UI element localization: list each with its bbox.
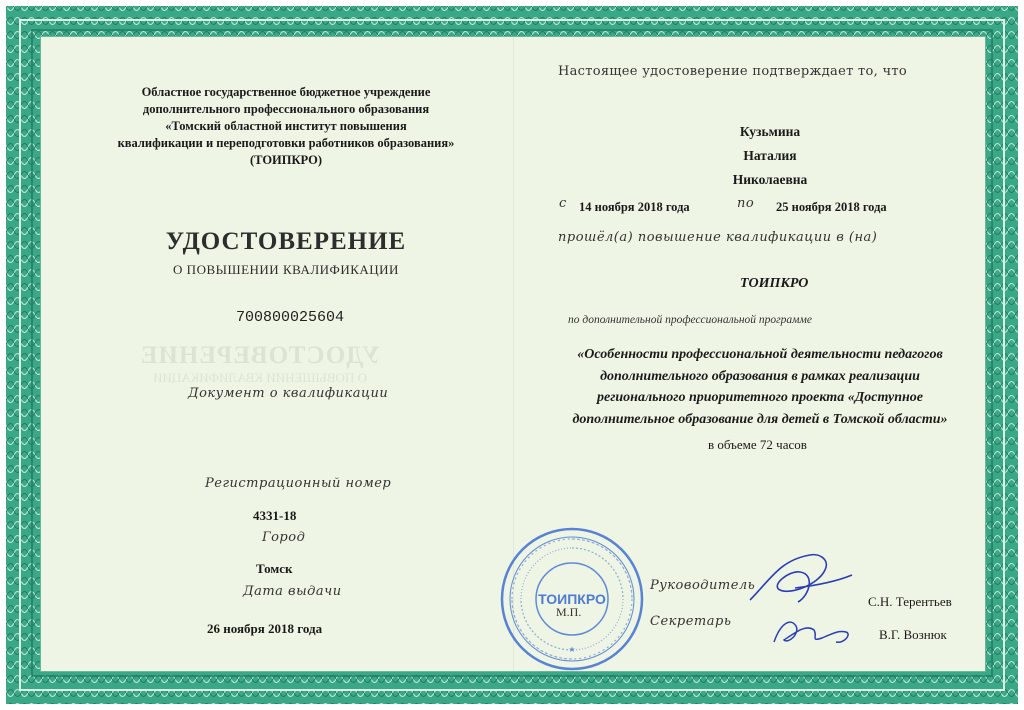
document-type-label: Документ о квалификации — [188, 386, 389, 401]
seal-place-mark: М.П. — [556, 605, 582, 619]
program-line: «Особенности профессиональной деятельности педагогов — [577, 347, 943, 362]
program-line: дополнительное образование для детей в Томской области» — [572, 411, 948, 427]
to-date: 25 ноября 2018 года — [776, 200, 887, 214]
secretary-name: В.Г. Вознюк — [879, 627, 947, 642]
intro-text: Настоящее удостоверение подтверждает то, что — [558, 64, 908, 79]
registration-number: 4331-18 — [253, 508, 297, 523]
surname: Кузьмина — [739, 124, 801, 139]
issuing-organization — [100, 84, 472, 169]
svg-text:★: ★ — [568, 645, 576, 654]
registration-label: Регистрационный номер — [205, 476, 392, 491]
stamp-center-text: ТОИПКРО — [538, 591, 606, 607]
institution-name: ТОИПКРО — [740, 276, 809, 291]
show-through-watermark — [130, 342, 390, 386]
official-stamp — [497, 524, 647, 674]
program-title — [520, 344, 1000, 430]
program-line: регионального приоритетного проекта «Доступное — [597, 390, 923, 405]
document-title: УДОСТОВЕРЕНИЕ — [165, 228, 407, 255]
secretary-label: Секретарь — [650, 614, 732, 629]
head-name: С.Н. Терентьев — [868, 594, 952, 609]
head-label: Руководитель — [650, 578, 756, 593]
patronymic: Николаевна — [732, 172, 808, 187]
to-label: по — [737, 196, 755, 211]
volume-hours: в объеме 72 часов — [708, 437, 807, 452]
org-line: (ТОИПКРО) — [249, 153, 322, 167]
issue-date: 26 ноября 2018 года — [207, 621, 323, 636]
document-subtitle: О ПОВЫШЕНИИ КВАЛИФИКАЦИИ — [173, 262, 399, 277]
from-label: с — [559, 196, 567, 211]
watermark-title: УДОСТОВЕРЕНИЕ — [139, 342, 381, 369]
program-line: дополнительного образования в рамках реализации — [600, 368, 920, 384]
watermark-subtitle: О ПОВЫШЕНИИ КВАЛИФИКАЦИИ — [153, 370, 367, 385]
serial-number: 700800025604 — [236, 309, 345, 326]
head-signature — [740, 540, 860, 620]
from-date: 14 ноября 2018 года — [579, 200, 690, 214]
issue-date-label: Дата выдачи — [243, 584, 342, 599]
recipient-name — [690, 120, 850, 192]
program-label: по дополнительной профессиональной программе — [568, 314, 812, 326]
secretary-signature — [766, 612, 866, 652]
org-line: «Томский областной институт повышения — [165, 119, 407, 133]
org-line: дополнительного профессионального образования — [142, 102, 430, 116]
city-label: Город — [262, 530, 306, 545]
first-name: Наталия — [743, 148, 797, 163]
passed-text: прошёл(а) повышение квалификации в (на) — [558, 230, 878, 245]
org-line: квалификации и переподготовки работников образования» — [117, 136, 455, 150]
org-line: Областное государственное бюджетное учреждение — [141, 85, 431, 99]
city-value: Томск — [256, 561, 293, 576]
